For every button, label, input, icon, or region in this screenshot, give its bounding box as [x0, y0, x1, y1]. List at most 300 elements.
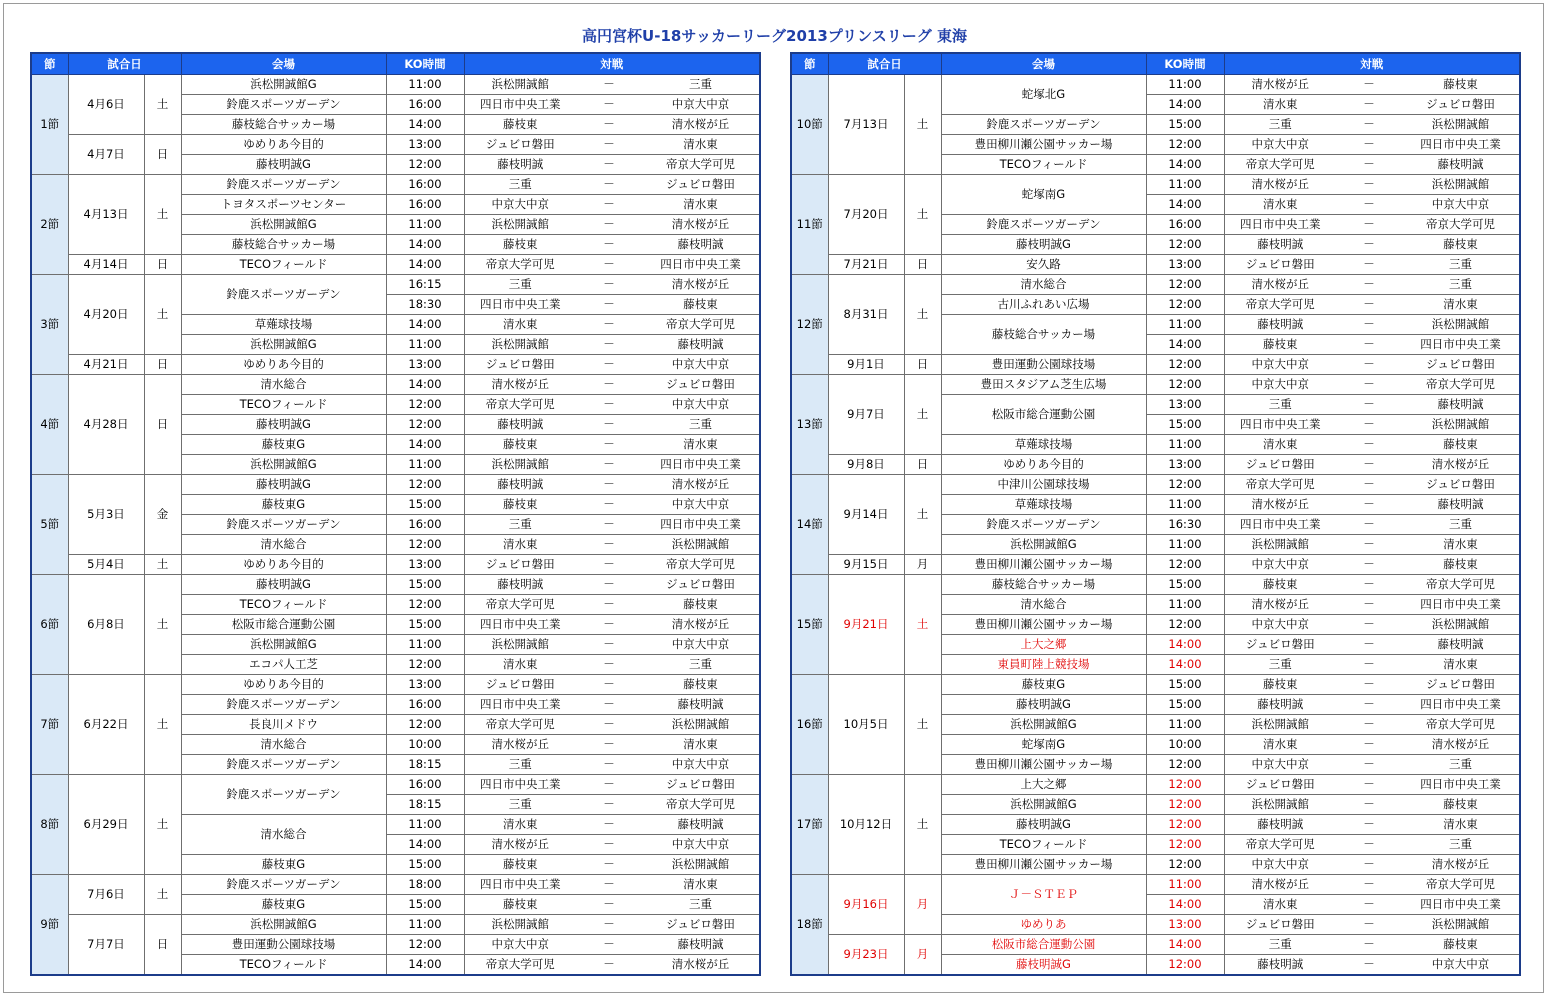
venue-cell: 草薙球技場 [941, 435, 1146, 455]
ko-time-cell: 14:00 [1146, 895, 1224, 915]
vs-dash-cell: － [576, 675, 642, 695]
away-team-cell: 清水桜が丘 [642, 955, 760, 976]
away-team-cell: 中京大中京 [1402, 195, 1520, 215]
vs-dash-cell: － [576, 575, 642, 595]
ko-time-cell: 16:30 [1146, 515, 1224, 535]
vs-dash-cell: － [576, 75, 642, 95]
vs-dash-cell: － [576, 95, 642, 115]
ko-time-cell: 14:00 [1146, 335, 1224, 355]
venue-cell: 豊田運動公園球技場 [181, 935, 386, 955]
away-team-cell: 清水桜が丘 [642, 215, 760, 235]
venue-cell: 藤枝総合サッカー場 [941, 315, 1146, 355]
ko-time-cell: 11:00 [386, 215, 464, 235]
section-cell: 13節 [791, 375, 828, 475]
vs-dash-cell: － [576, 855, 642, 875]
vs-dash-cell: － [1336, 635, 1402, 655]
venue-cell: 浜松開誠館G [181, 335, 386, 355]
away-team-cell: ジュビロ磐田 [1402, 355, 1520, 375]
section-cell: 4節 [31, 375, 68, 475]
venue-cell: ゆめりあ [941, 915, 1146, 935]
weekday-cell: 月 [904, 555, 941, 575]
home-team-cell: 四日市中央工業 [464, 295, 576, 315]
venue-cell: トヨタスポーツセンター [181, 195, 386, 215]
away-team-cell: 四日市中央工業 [1402, 595, 1520, 615]
home-team-cell: 藤枝東 [464, 235, 576, 255]
table-row [31, 915, 760, 935]
vs-dash-cell: － [576, 355, 642, 375]
home-team-cell: 四日市中央工業 [464, 875, 576, 895]
vs-dash-cell: － [1336, 655, 1402, 675]
home-team-cell: ジュビロ磐田 [464, 555, 576, 575]
home-team-cell: 藤枝東 [464, 115, 576, 135]
vs-dash-cell: － [576, 415, 642, 435]
vs-dash-cell: － [1336, 855, 1402, 875]
ko-time-cell: 12:00 [1146, 275, 1224, 295]
ko-time-cell: 12:00 [386, 535, 464, 555]
venue-cell: 藤枝明誠G [941, 695, 1146, 715]
away-team-cell: 藤枝明誠 [1402, 395, 1520, 415]
home-team-cell: 清水桜が丘 [1224, 175, 1336, 195]
venue-cell: 藤枝東G [181, 495, 386, 515]
home-team-cell: 藤枝明誠 [464, 415, 576, 435]
date-cell: 8月31日 [828, 275, 904, 355]
table-row [791, 355, 1520, 375]
vs-dash-cell: － [1336, 95, 1402, 115]
vs-dash-cell: － [1336, 915, 1402, 935]
vs-dash-cell: － [1336, 75, 1402, 95]
venue-cell: 藤枝明誠G [181, 415, 386, 435]
home-team-cell: 三重 [464, 515, 576, 535]
home-team-cell: 藤枝東 [1224, 335, 1336, 355]
away-team-cell: 藤枝東 [642, 675, 760, 695]
vs-dash-cell: － [576, 935, 642, 955]
header-match: 対戦 [464, 53, 760, 75]
ko-time-cell: 14:00 [386, 235, 464, 255]
venue-cell: 浜松開誠館G [941, 795, 1146, 815]
vs-dash-cell: － [1336, 835, 1402, 855]
venue-cell: 藤枝明誠G [941, 815, 1146, 835]
section-cell: 7節 [31, 675, 68, 775]
weekday-cell: 土 [904, 775, 941, 875]
vs-dash-cell: － [576, 795, 642, 815]
ko-time-cell: 12:00 [1146, 795, 1224, 815]
venue-cell: 鈴鹿スポーツガーデン [941, 515, 1146, 535]
table-row [31, 555, 760, 575]
section-cell: 2節 [31, 175, 68, 275]
vs-dash-cell: － [576, 235, 642, 255]
venue-cell: ゆめりあ今目的 [181, 675, 386, 695]
venue-cell: 清水総合 [181, 735, 386, 755]
away-team-cell: 清水桜が丘 [642, 615, 760, 635]
date-cell: 5月3日 [68, 475, 144, 555]
vs-dash-cell: － [1336, 715, 1402, 735]
home-team-cell: 浜松開誠館 [1224, 715, 1336, 735]
venue-cell: 蛇塚北G [941, 75, 1146, 115]
home-team-cell: 浜松開誠館 [1224, 795, 1336, 815]
home-team-cell: 中京大中京 [464, 195, 576, 215]
ko-time-cell: 16:00 [386, 95, 464, 115]
away-team-cell: 帝京大学可児 [1402, 875, 1520, 895]
ko-time-cell: 18:15 [386, 755, 464, 775]
section-cell: 9節 [31, 875, 68, 976]
home-team-cell: 三重 [1224, 395, 1336, 415]
vs-dash-cell: － [576, 615, 642, 635]
venue-cell: 安久路 [941, 255, 1146, 275]
vs-dash-cell: － [1336, 435, 1402, 455]
table-row [31, 135, 760, 155]
venue-cell: ゆめりあ今目的 [181, 355, 386, 375]
ko-time-cell: 12:00 [1146, 815, 1224, 835]
ko-time-cell: 11:00 [386, 75, 464, 95]
away-team-cell: 浜松開誠館 [642, 715, 760, 735]
vs-dash-cell: － [1336, 335, 1402, 355]
venue-cell: 松阪市総合運動公園 [181, 615, 386, 635]
venue-cell: 藤枝東G [941, 675, 1146, 695]
venue-cell: 豊田スタジアム芝生広場 [941, 375, 1146, 395]
date-cell: 9月1日 [828, 355, 904, 375]
home-team-cell: 帝京大学可児 [1224, 835, 1336, 855]
weekday-cell: 月 [904, 935, 941, 976]
away-team-cell: 清水東 [1402, 295, 1520, 315]
home-team-cell: 四日市中央工業 [1224, 415, 1336, 435]
vs-dash-cell: － [1336, 875, 1402, 895]
section-cell: 3節 [31, 275, 68, 375]
table-row [31, 775, 760, 795]
home-team-cell: 四日市中央工業 [464, 95, 576, 115]
away-team-cell: 三重 [1402, 755, 1520, 775]
venue-cell: 藤枝総合サッカー場 [181, 115, 386, 135]
ko-time-cell: 12:00 [1146, 375, 1224, 395]
header-venue: 会場 [181, 53, 386, 75]
away-team-cell: 清水桜が丘 [1402, 735, 1520, 755]
away-team-cell: 四日市中央工業 [642, 455, 760, 475]
date-cell: 4月21日 [68, 355, 144, 375]
ko-time-cell: 16:00 [1146, 215, 1224, 235]
weekday-cell: 土 [144, 75, 181, 135]
vs-dash-cell: － [576, 775, 642, 795]
table-row [791, 255, 1520, 275]
weekday-cell: 土 [144, 275, 181, 355]
venue-cell: 東員町陸上競技場 [941, 655, 1146, 675]
ko-time-cell: 16:00 [386, 195, 464, 215]
venue-cell: 浜松開誠館G [181, 915, 386, 935]
home-team-cell: 清水桜が丘 [1224, 275, 1336, 295]
home-team-cell: 清水東 [464, 655, 576, 675]
vs-dash-cell: － [576, 695, 642, 715]
home-team-cell: 清水桜が丘 [1224, 595, 1336, 615]
vs-dash-cell: － [1336, 315, 1402, 335]
away-team-cell: 三重 [642, 75, 760, 95]
venue-cell: 鈴鹿スポーツガーデン [181, 515, 386, 535]
vs-dash-cell: － [1336, 935, 1402, 955]
venue-cell: 草薙球技場 [941, 495, 1146, 515]
home-team-cell: ジュビロ磐田 [464, 355, 576, 375]
weekday-cell: 土 [904, 175, 941, 255]
ko-time-cell: 12:00 [386, 655, 464, 675]
home-team-cell: 三重 [1224, 655, 1336, 675]
away-team-cell: 藤枝明誠 [1402, 635, 1520, 655]
home-team-cell: 帝京大学可児 [464, 955, 576, 976]
venue-cell: 鈴鹿スポーツガーデン [181, 175, 386, 195]
ko-time-cell: 11:00 [1146, 315, 1224, 335]
ko-time-cell: 11:00 [1146, 495, 1224, 515]
away-team-cell: 清水東 [642, 735, 760, 755]
venue-cell: 清水総合 [181, 815, 386, 855]
away-team-cell: 帝京大学可児 [1402, 575, 1520, 595]
away-team-cell: ジュビロ磐田 [642, 775, 760, 795]
away-team-cell: 清水東 [1402, 815, 1520, 835]
header-ko: KO時間 [386, 53, 464, 75]
away-team-cell: 中京大中京 [642, 755, 760, 775]
ko-time-cell: 11:00 [386, 335, 464, 355]
away-team-cell: ジュビロ磐田 [1402, 95, 1520, 115]
home-team-cell: 中京大中京 [1224, 355, 1336, 375]
ko-time-cell: 13:00 [386, 675, 464, 695]
vs-dash-cell: － [576, 375, 642, 395]
date-cell: 4月6日 [68, 75, 144, 135]
ko-time-cell: 11:00 [386, 635, 464, 655]
away-team-cell: 藤枝明誠 [1402, 495, 1520, 515]
home-team-cell: 清水東 [1224, 735, 1336, 755]
venue-cell: TECOフィールド [181, 255, 386, 275]
away-team-cell: 藤枝東 [1402, 795, 1520, 815]
ko-time-cell: 11:00 [1146, 595, 1224, 615]
weekday-cell: 土 [144, 675, 181, 775]
table-row [791, 875, 1520, 895]
vs-dash-cell: － [576, 735, 642, 755]
ko-time-cell: 12:00 [1146, 235, 1224, 255]
venue-cell: 鈴鹿スポーツガーデン [181, 875, 386, 895]
vs-dash-cell: － [576, 395, 642, 415]
date-cell: 10月12日 [828, 775, 904, 875]
ko-time-cell: 16:00 [386, 695, 464, 715]
home-team-cell: 帝京大学可児 [464, 255, 576, 275]
away-team-cell: 清水桜が丘 [642, 475, 760, 495]
home-team-cell: 清水東 [1224, 895, 1336, 915]
vs-dash-cell: － [576, 115, 642, 135]
ko-time-cell: 11:00 [1146, 75, 1224, 95]
vs-dash-cell: － [1336, 295, 1402, 315]
ko-time-cell: 12:00 [1146, 475, 1224, 495]
ko-time-cell: 11:00 [1146, 875, 1224, 895]
vs-dash-cell: － [576, 195, 642, 215]
date-cell: 9月23日 [828, 935, 904, 976]
venue-cell: 藤枝明誠G [181, 155, 386, 175]
away-team-cell: 四日市中央工業 [1402, 695, 1520, 715]
weekday-cell: 日 [144, 355, 181, 375]
vs-dash-cell: － [1336, 535, 1402, 555]
home-team-cell: 浜松開誠館 [464, 915, 576, 935]
away-team-cell: 藤枝明誠 [642, 815, 760, 835]
ko-time-cell: 13:00 [1146, 455, 1224, 475]
section-cell: 14節 [791, 475, 828, 575]
venue-cell: ゆめりあ今目的 [181, 555, 386, 575]
venue-cell: 豊田柳川瀬公園サッカー場 [941, 135, 1146, 155]
home-team-cell: 三重 [1224, 115, 1336, 135]
home-team-cell: 藤枝明誠 [464, 575, 576, 595]
date-cell: 4月28日 [68, 375, 144, 475]
away-team-cell: ジュビロ磐田 [1402, 675, 1520, 695]
date-cell: 4月20日 [68, 275, 144, 355]
home-team-cell: 中京大中京 [1224, 855, 1336, 875]
ko-time-cell: 11:00 [386, 915, 464, 935]
venue-cell: TECOフィールド [181, 955, 386, 976]
header-row [791, 53, 1520, 75]
away-team-cell: 浜松開誠館 [642, 855, 760, 875]
away-team-cell: 清水東 [1402, 535, 1520, 555]
vs-dash-cell: － [576, 255, 642, 275]
away-team-cell: 藤枝東 [642, 295, 760, 315]
ko-time-cell: 15:00 [386, 575, 464, 595]
venue-cell: 藤枝明誠G [941, 235, 1146, 255]
vs-dash-cell: － [1336, 135, 1402, 155]
away-team-cell: 帝京大学可児 [642, 155, 760, 175]
away-team-cell: 帝京大学可児 [1402, 375, 1520, 395]
away-team-cell: 藤枝東 [1402, 935, 1520, 955]
away-team-cell: 浜松開誠館 [642, 535, 760, 555]
ko-time-cell: 14:00 [386, 835, 464, 855]
venue-cell: 上大之郷 [941, 635, 1146, 655]
home-team-cell: 藤枝東 [464, 855, 576, 875]
home-team-cell: 藤枝明誠 [1224, 815, 1336, 835]
ko-time-cell: 15:00 [1146, 115, 1224, 135]
weekday-cell: 土 [904, 75, 941, 175]
home-team-cell: 清水桜が丘 [1224, 875, 1336, 895]
venue-cell: 藤枝明誠G [941, 955, 1146, 976]
home-team-cell: 三重 [464, 275, 576, 295]
schedule-table-left [30, 52, 761, 976]
vs-dash-cell: － [576, 215, 642, 235]
away-team-cell: 三重 [642, 895, 760, 915]
ko-time-cell: 16:00 [386, 515, 464, 535]
vs-dash-cell: － [576, 535, 642, 555]
section-cell: 1節 [31, 75, 68, 175]
home-team-cell: 中京大中京 [1224, 135, 1336, 155]
ko-time-cell: 18:30 [386, 295, 464, 315]
date-cell: 7月6日 [68, 875, 144, 915]
venue-cell: 浜松開誠館G [941, 535, 1146, 555]
ko-time-cell: 12:00 [1146, 135, 1224, 155]
venue-cell: 藤枝総合サッカー場 [941, 575, 1146, 595]
venue-cell: TECOフィールド [941, 155, 1146, 175]
section-cell: 12節 [791, 275, 828, 375]
vs-dash-cell: － [1336, 575, 1402, 595]
vs-dash-cell: － [576, 915, 642, 935]
away-team-cell: 中京大中京 [642, 355, 760, 375]
table-row [791, 455, 1520, 475]
weekday-cell: 日 [904, 455, 941, 475]
venue-cell: TECOフィールド [181, 395, 386, 415]
date-cell: 10月5日 [828, 675, 904, 775]
table-row [791, 675, 1520, 695]
weekday-cell: 月 [904, 875, 941, 935]
venue-cell: 松阪市総合運動公園 [941, 395, 1146, 435]
home-team-cell: 浜松開誠館 [464, 335, 576, 355]
home-team-cell: 中京大中京 [1224, 375, 1336, 395]
date-cell: 7月7日 [68, 915, 144, 976]
vs-dash-cell: － [576, 895, 642, 915]
away-team-cell: 中京大中京 [642, 395, 760, 415]
vs-dash-cell: － [1336, 415, 1402, 435]
ko-time-cell: 14:00 [386, 115, 464, 135]
vs-dash-cell: － [1336, 375, 1402, 395]
venue-cell: 清水総合 [181, 375, 386, 395]
vs-dash-cell: － [1336, 955, 1402, 976]
home-team-cell: ジュビロ磐田 [1224, 255, 1336, 275]
home-team-cell: ジュビロ磐田 [1224, 455, 1336, 475]
home-team-cell: 浜松開誠館 [1224, 535, 1336, 555]
vs-dash-cell: － [1336, 455, 1402, 475]
home-team-cell: 中京大中京 [1224, 555, 1336, 575]
section-cell: 5節 [31, 475, 68, 575]
away-team-cell: ジュビロ磐田 [642, 375, 760, 395]
venue-cell: Ｊ－ＳＴＥＰ [941, 875, 1146, 915]
home-team-cell: 浜松開誠館 [464, 635, 576, 655]
away-team-cell: 浜松開誠館 [1402, 915, 1520, 935]
weekday-cell: 土 [144, 875, 181, 915]
ko-time-cell: 14:00 [386, 255, 464, 275]
home-team-cell: 中京大中京 [464, 935, 576, 955]
away-team-cell: 清水東 [642, 135, 760, 155]
away-team-cell: 三重 [1402, 275, 1520, 295]
vs-dash-cell: － [576, 155, 642, 175]
ko-time-cell: 12:00 [386, 155, 464, 175]
header-match: 対戦 [1224, 53, 1520, 75]
home-team-cell: 清水桜が丘 [1224, 495, 1336, 515]
weekday-cell: 土 [904, 675, 941, 775]
away-team-cell: 四日市中央工業 [1402, 775, 1520, 795]
vs-dash-cell: － [1336, 475, 1402, 495]
venue-cell: 鈴鹿スポーツガーデン [941, 115, 1146, 135]
vs-dash-cell: － [576, 495, 642, 515]
venue-cell: 藤枝東G [181, 855, 386, 875]
section-cell: 17節 [791, 775, 828, 875]
venue-cell: 浜松開誠館G [941, 715, 1146, 735]
vs-dash-cell: － [1336, 775, 1402, 795]
home-team-cell: 中京大中京 [1224, 755, 1336, 775]
header-date: 試合日 [828, 53, 941, 75]
table-row [31, 175, 760, 195]
venue-cell: TECOフィールド [941, 835, 1146, 855]
away-team-cell: 浜松開誠館 [1402, 615, 1520, 635]
ko-time-cell: 13:00 [386, 135, 464, 155]
ko-time-cell: 12:00 [1146, 615, 1224, 635]
ko-time-cell: 12:00 [386, 395, 464, 415]
ko-time-cell: 12:00 [1146, 755, 1224, 775]
weekday-cell: 土 [144, 175, 181, 255]
home-team-cell: 帝京大学可児 [464, 395, 576, 415]
ko-time-cell: 14:00 [1146, 155, 1224, 175]
header-ko: KO時間 [1146, 53, 1224, 75]
away-team-cell: 中京大中京 [642, 635, 760, 655]
weekday-cell: 日 [144, 375, 181, 475]
away-team-cell: 帝京大学可児 [1402, 215, 1520, 235]
away-team-cell: 藤枝東 [1402, 555, 1520, 575]
ko-time-cell: 13:00 [386, 555, 464, 575]
venue-cell: 鈴鹿スポーツガーデン [941, 215, 1146, 235]
ko-time-cell: 15:00 [1146, 675, 1224, 695]
vs-dash-cell: － [1336, 595, 1402, 615]
vs-dash-cell: － [1336, 795, 1402, 815]
weekday-cell: 土 [904, 275, 941, 355]
home-team-cell: 三重 [1224, 935, 1336, 955]
table-row [31, 475, 760, 495]
vs-dash-cell: － [1336, 115, 1402, 135]
ko-time-cell: 16:15 [386, 275, 464, 295]
vs-dash-cell: － [576, 815, 642, 835]
away-team-cell: 四日市中央工業 [642, 255, 760, 275]
weekday-cell: 日 [144, 135, 181, 175]
